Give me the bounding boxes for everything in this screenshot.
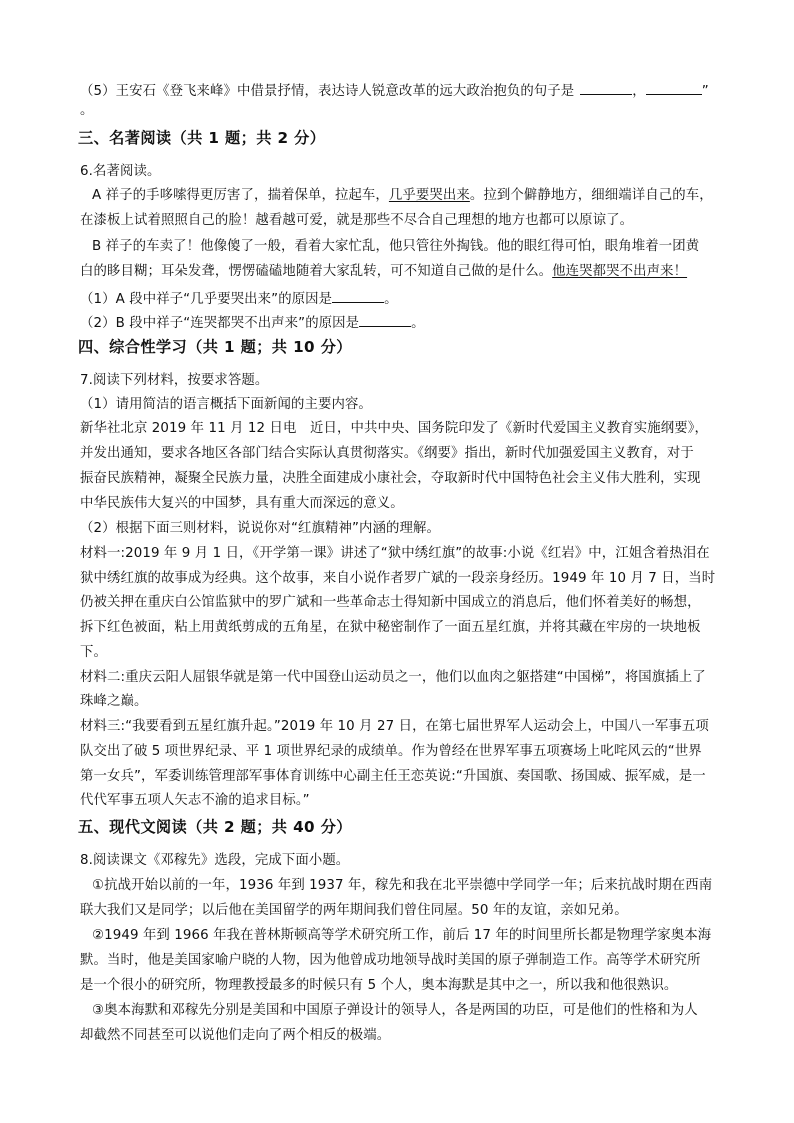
q5-sep: ，: [632, 84, 646, 99]
material-1-line: 拆下红色被面，粘上用黄纸剪成的五角星，在狱中秘密制作了一面五星红旗，并将其藏在牢房的一块地板: [80, 620, 701, 635]
q5-line: [80, 81, 709, 101]
q6-a-pre: A 祥子的手哆嗦得更厉害了，揣着保单，拉起车，: [92, 188, 389, 203]
q7-news-line: 振奋民族精神，凝聚全民族力量，决胜全面建成小康社会，夺取新时代中国特色社会主义伟大胜利，实现: [80, 471, 701, 486]
q8-paragraph-3-line: ③奥本海默和邓稼先分别是美国和中国原子弹设计的领导人，各是两国的功臣，可是他们的性格和为人: [92, 1003, 698, 1018]
q6-sub-1: [80, 289, 398, 309]
material-1-line: 仍被关押在重庆白公馆监狱中的罗广斌和一些革命志士得知新中国成立的消息后，他们怀着美好的畅想，: [80, 595, 701, 610]
material-3-line: 代代军事五项人矢志不渝的追求目标。”: [80, 793, 310, 808]
material-2-line: 珠峰之巅。: [80, 694, 148, 709]
material-3-line: 队交出了破 5 项世界纪录、平 1 项世界纪录的成绩单。作为曾经在世界军事五项赛场上叱咤风云的“世界: [80, 744, 702, 759]
q5-blank-2: [646, 81, 702, 95]
q6-a-post: 。拉到个僻静地方，细细端详自己的车，: [469, 188, 713, 203]
q8-paragraph-2-line: 是一个很小的研究所，物理教授最多的时候只有 5 个人，奥本海默是其中之一，所以我和他很熟识。: [80, 978, 678, 993]
q6-sub-2: [80, 313, 425, 333]
q8-paragraph-2-line: 默。当时，他是美国家喻户晓的人物，因为他曾成功地领导战时美国的原子弹制造工作。高等学术研究所: [80, 953, 701, 968]
q6-passage-b-line-2: [80, 263, 687, 281]
section-4-title: 四、综合性学习（共 1 题；共 10 分）: [78, 338, 352, 356]
material-3-line: 材料三:“我要看到五星红旗升起。”2019 年 10 月 27 日，在第七届世界军人运动会上，中国八一军事五项: [80, 719, 709, 734]
material-1-line: 狱中绣红旗的故事成为经典。这个故事，来自小说作者罗广斌的一段亲身经历。1949 年 10 月 7 日，当时: [80, 571, 716, 586]
q5-tail: 。: [80, 103, 94, 118]
q7-news-line: 中华民族伟大复兴的中国梦，具有重大而深远的意义。: [80, 496, 404, 511]
q6-sub-2-end: 。: [411, 316, 425, 331]
q7-news-line: 并发出通知，要求各地区各部门结合实际认真贯彻落实。《纲要》指出，新时代加强爱国主义教育，对于: [80, 446, 694, 461]
q7-head: 7.阅读下列材料，按要求答题。: [80, 373, 269, 388]
material-2-line: 材料二:重庆云阳人屈银华就是第一代中国登山运动员之一，他们以血肉之躯搭建“中国梯”，将国旗插上了: [80, 670, 706, 685]
q6-passage-b-line-1: B 祥子的车卖了！他像傻了一般，看着大家忙乱，他只管往外掏钱。他的眼红得可怕，眼角堆着一团黄: [92, 239, 700, 254]
q6-sub-1-text: （1）A 段中祥子“几乎要哭出来”的原因是: [80, 292, 333, 307]
q7-sub-1: （1）请用简洁的语言概括下面新闻的主要内容。: [80, 397, 372, 412]
q6-sub-1-blank: [332, 289, 384, 303]
q7-news-line: 新华社北京 2019 年 11 月 12 日电 近日，中共中央、国务院印发了《新时代爱国主义教育实施纲要》，: [80, 421, 709, 436]
q8-head: 8.阅读课文《邓稼先》选段，完成下面小题。: [80, 853, 350, 868]
q6-passage-a-line-1: [92, 187, 713, 205]
q8-paragraph-1-line: 联大我们又是同学；以后他在美国留学的两年期间我们曾住同屋。50 年的友谊，亲如兄弟。: [80, 903, 628, 918]
q6-head: 6.名著阅读。: [80, 164, 161, 179]
q8-paragraph-2-line: ②1949 年到 1966 年我在普林斯顿高等学术研究所工作，前后 17 年的时间里所长都是物理学家奥本海: [92, 928, 712, 943]
q6-sub-1-end: 。: [384, 292, 398, 307]
section-3-title: 三、名著阅读（共 1 题；共 2 分）: [78, 129, 326, 147]
material-1-line: 下。: [80, 645, 107, 660]
q6-a-underlined: 几乎要哭出来: [388, 188, 470, 203]
q7-sub-2: （2）根据下面三则材料，说说你对“红旗精神”内涵的理解。: [80, 521, 440, 536]
q5-text: （5）王安石《登飞来峰》中借景抒情，表达诗人锐意改革的远大政治抱负的句子是: [80, 84, 575, 99]
q6-b-underlined: 他连哭都哭不出声来！: [552, 264, 688, 279]
q6-b-pre: 白的眵目糊；耳朵发聋，愣愣磕磕地随着大家乱转，可不知道自己做的是什么。: [80, 264, 553, 279]
q6-passage-a-line-2: 在漆板上试着照照自己的脸！越看越可爱，就是那些不尽合自己理想的地方也都可以原谅了。: [80, 213, 634, 228]
q5-close: ”: [701, 84, 709, 99]
material-1-line: 材料一:2019 年 9 月 1 日，《开学第一课》讲述了“狱中绣红旗”的故事:小说《红岩》中，江姐含着热泪在: [80, 546, 710, 561]
q5-blank-1: [580, 81, 632, 95]
q8-paragraph-3-line: 却截然不同甚至可以说他们走向了两个相反的极端。: [80, 1028, 391, 1043]
q8-paragraph-1-line: ①抗战开始以前的一年，1936 年到 1937 年，稼先和我在北平崇德中学同学一年；后来抗战时期在西南: [92, 878, 713, 893]
material-3-line: 第一女兵”，军委训练管理部军事体育训练中心副主任王恋英说:“升国旗、奏国歌、扬国威、振军威，是一: [80, 769, 706, 784]
q6-sub-2-text: （2）B 段中祥子“连哭都哭不出声来”的原因是: [80, 316, 360, 331]
section-5-title: 五、现代文阅读（共 2 题；共 40 分）: [78, 818, 352, 836]
q6-sub-2-blank: [359, 313, 411, 327]
